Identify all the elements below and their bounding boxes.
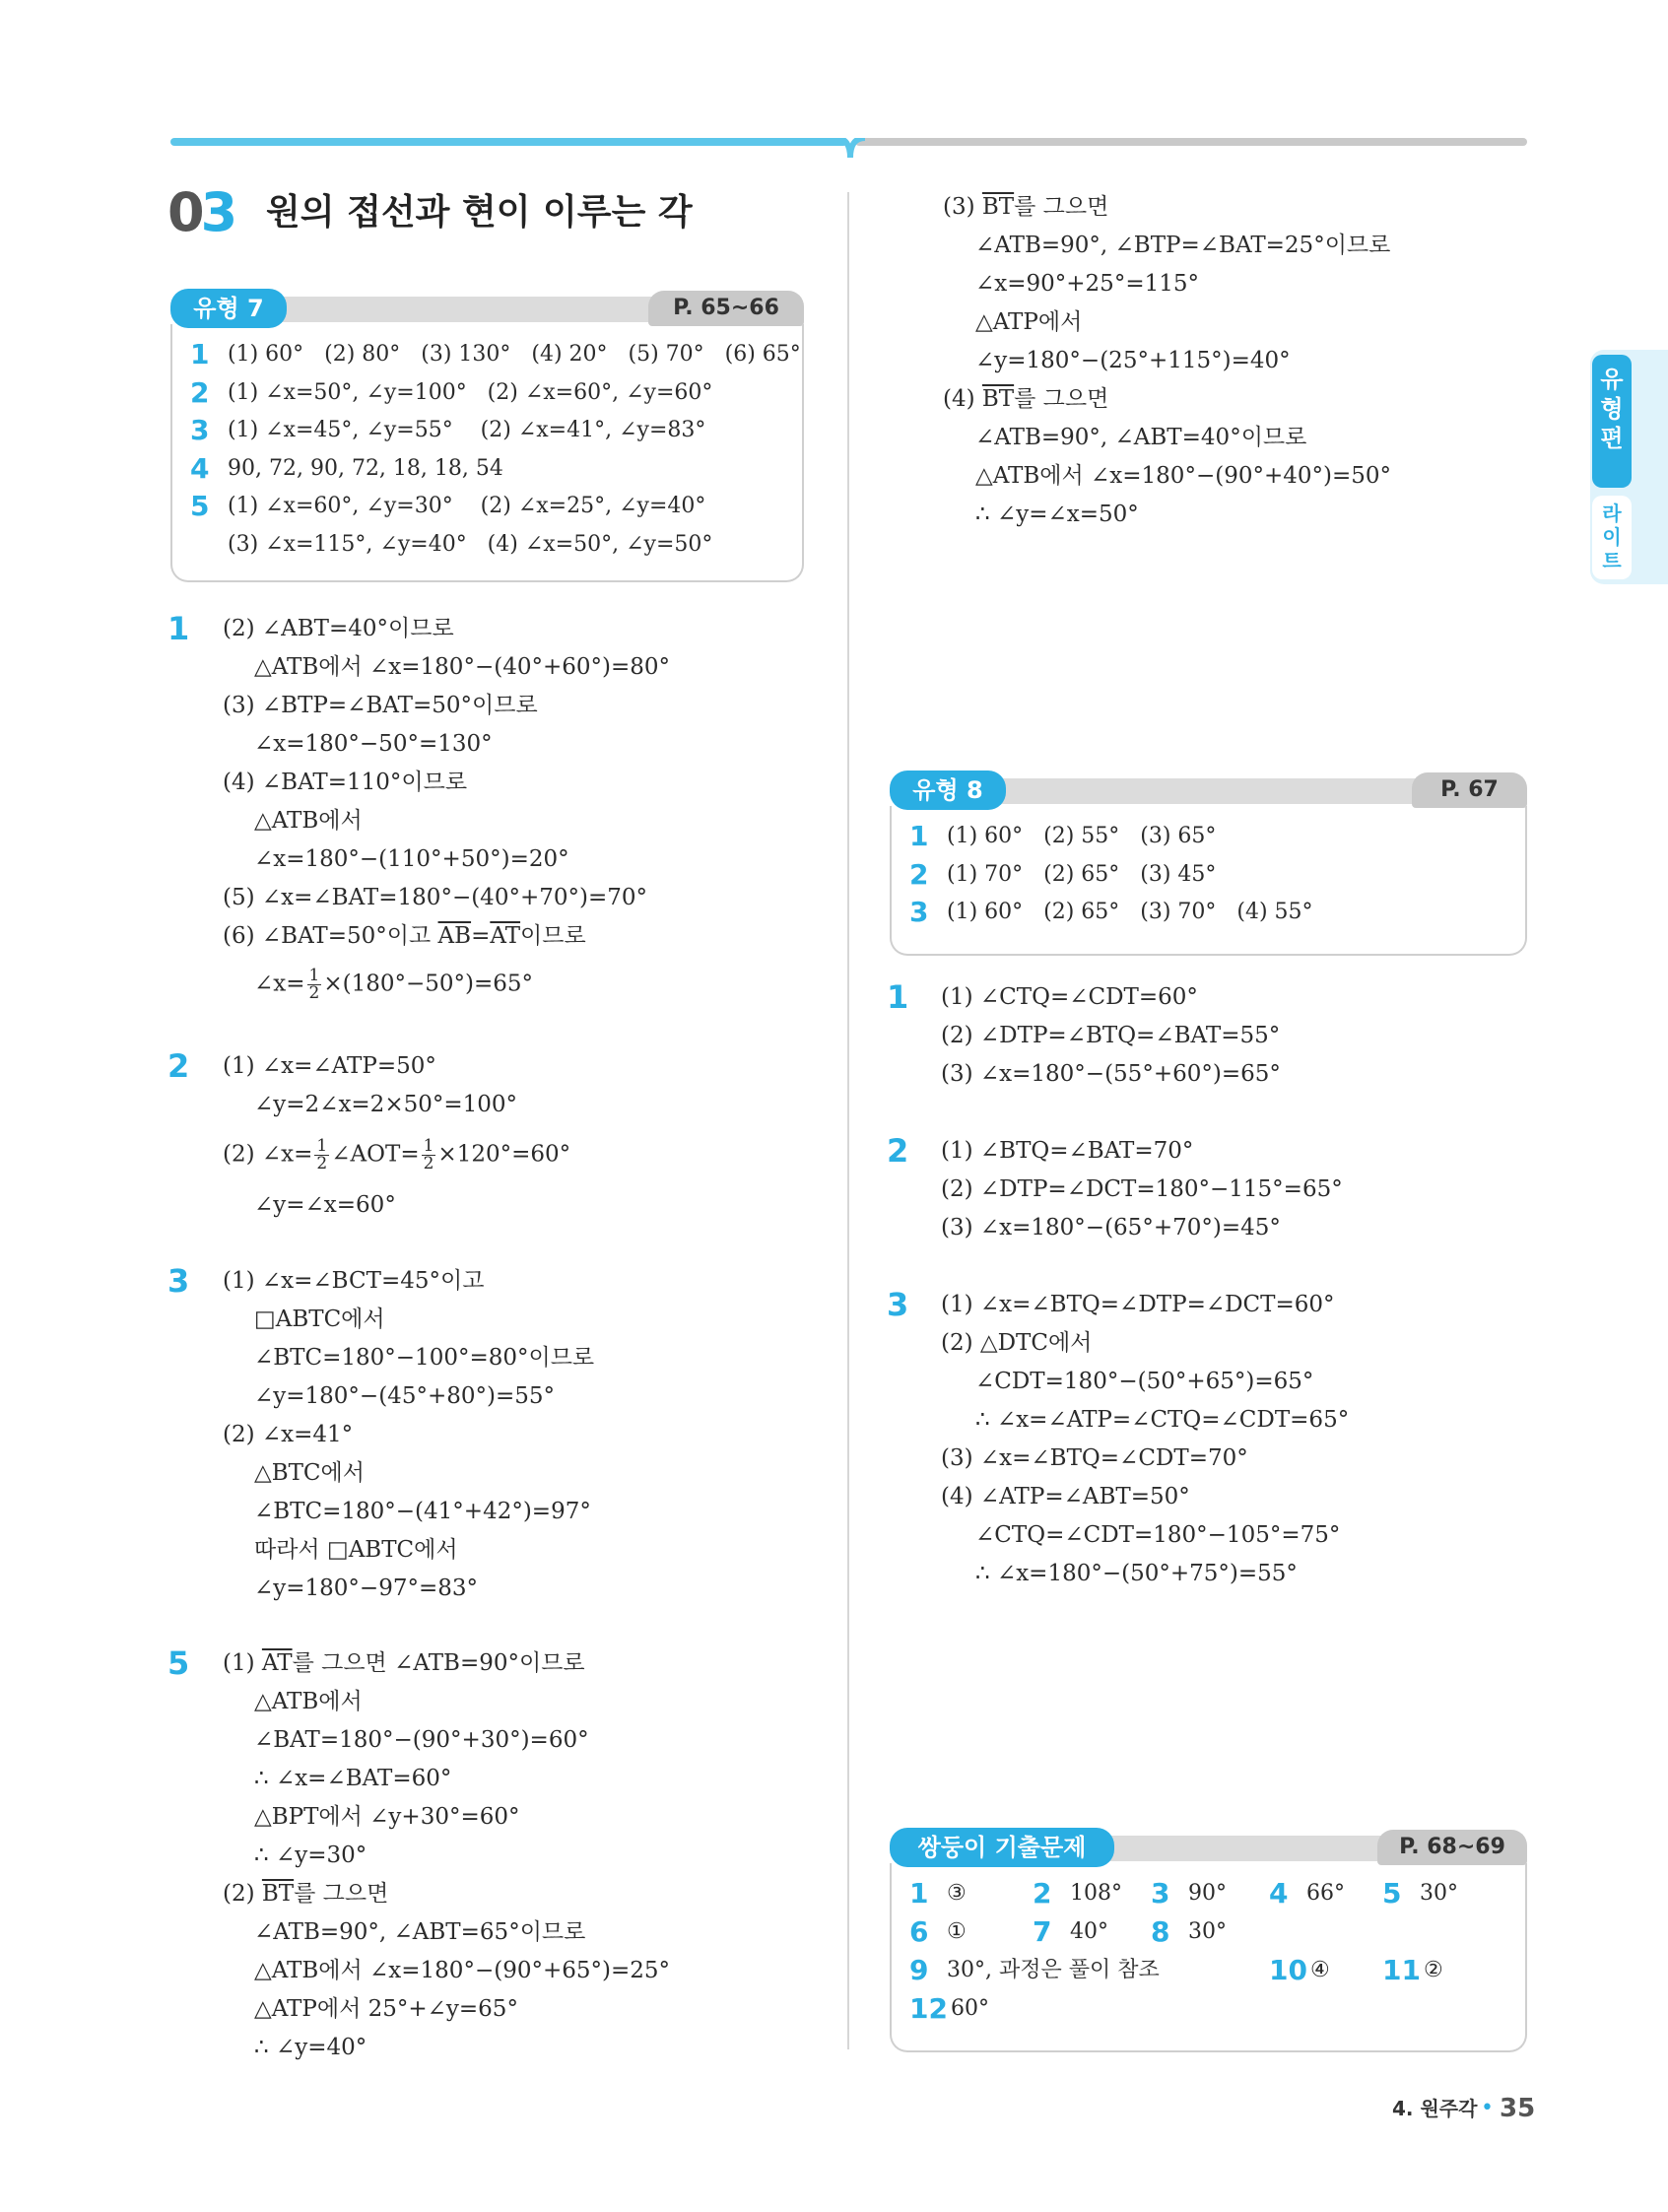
solution-line: ∠BTC=180°−(41°+42°)=97°: [254, 1499, 591, 1524]
twin-number: 3: [1151, 1877, 1170, 1910]
solution-line: (4) ∠BAT=110°이므로: [223, 770, 468, 795]
answer-box-type8: [890, 771, 1527, 958]
solution-line: ∠x=180°−(110°+50°)=20°: [254, 846, 569, 872]
solution-line: (1) ∠x=∠BCT=45°이고: [223, 1268, 485, 1294]
solution-line: (3) ∠x=180°−(65°+70°)=45°: [941, 1215, 1281, 1240]
solution-line: (5) ∠x=∠BAT=180°−(40°+70°)=70°: [223, 885, 648, 910]
twin-answer: ②: [1424, 1958, 1443, 1982]
row-number: 1: [190, 338, 210, 370]
solution-line: ∴ ∠y=30°: [254, 1843, 367, 1868]
twin-answer: ④: [1310, 1958, 1330, 1982]
top-gray-bar: [855, 138, 1527, 146]
problem-number: 5: [167, 1644, 190, 1682]
problem-number: 3: [887, 1286, 909, 1323]
solution-line: △BTC에서: [254, 1460, 365, 1486]
fraction: [307, 968, 322, 1002]
side-tab-label-bottom: 라 이 트: [1592, 496, 1632, 579]
solution-line: ∴ ∠x=180°−(50°+75°)=55°: [975, 1561, 1298, 1586]
fraction: [314, 1138, 329, 1173]
twin-number: 12: [909, 1992, 948, 2025]
twin-number: 11: [1382, 1954, 1421, 1986]
text-span: 를 그으면: [1014, 194, 1109, 220]
solution-line: △ATB에서 ∠x=180°−(40°+60°)=80°: [254, 654, 671, 680]
section-title: 원의 접선과 현이 이루는 각: [266, 192, 693, 233]
solution-line: △ATB에서: [254, 1689, 363, 1714]
row-answer: (1) 60° (2) 65° (3) 70° (4) 55°: [947, 900, 1313, 924]
twin-number: 8: [1151, 1915, 1170, 1948]
solution-line: (2) $\overline{BT}$를 그으면: [223, 1881, 389, 1907]
solution-line: ∠x=180°−50°=130°: [254, 731, 493, 757]
box-label: 유형 7: [170, 289, 287, 328]
problem-number: 3: [167, 1262, 190, 1300]
solution-line: (1) ∠CTQ=∠CDT=60°: [941, 984, 1198, 1010]
row-answer: (3) ∠x=115°, ∠y=40° (4) ∠x=50°, ∠y=50°: [228, 531, 713, 557]
arc-ab: $\overline{AB}$: [437, 923, 472, 949]
text-span: ×120°=60°: [437, 1141, 571, 1168]
solution-line: ∴ ∠y=40°: [254, 2035, 367, 2060]
column-divider: [847, 192, 849, 2049]
solution-line: (4) ∠ATP=∠ABT=50°: [941, 1484, 1190, 1509]
solution-line: △ATB에서 ∠x=180°−(90°+40°)=50°: [975, 463, 1392, 489]
twin-number: 2: [1033, 1877, 1052, 1910]
fraction-numerator: 1: [316, 1136, 328, 1156]
solution-line: ∠ATB=90°, ∠ABT=65°이므로: [254, 1919, 586, 1945]
text-span: 를 그으면: [1014, 386, 1109, 412]
box-pages: P. 65~66: [648, 291, 804, 326]
box-header-bar: [949, 778, 1441, 804]
solution-line: (2) ∠DTP=∠BTQ=∠BAT=55°: [941, 1023, 1281, 1048]
twin-number: 7: [1033, 1915, 1052, 1948]
solution-line: (4) $\overline{BT}$를 그으면: [943, 386, 1109, 412]
solution-line: ∠x=90°+25°=115°: [975, 271, 1199, 297]
top-bar-notch: [835, 138, 865, 168]
solution-line: △ATB에서 ∠x=180°−(90°+65°)=25°: [254, 1958, 671, 1983]
solution-line: (1) $\overline{AT}$를 그으면 ∠ATB=90°이므로: [223, 1650, 585, 1676]
solution-line: ∠ATB=90°, ∠BTP=∠BAT=25°이므로: [975, 233, 1391, 258]
twin-answer: ①: [947, 1919, 967, 1944]
solution-line: △ATP에서: [975, 309, 1083, 335]
box-pages: P. 67: [1412, 772, 1527, 808]
text-span: 를 그으면 ∠ATB=90°이므로: [292, 1650, 585, 1676]
row-answer: (1) 60° (2) 80° (3) 130° (4) 20° (5) 70° (6) 65°: [228, 342, 801, 367]
solution-line: ∴ ∠x=∠ATP=∠CTQ=∠CDT=65°: [975, 1407, 1350, 1433]
solution-line: (1) ∠x=∠ATP=50°: [223, 1053, 436, 1079]
twin-answer: 66°: [1306, 1881, 1345, 1906]
text-span: ×(180°−50°)=65°: [323, 971, 534, 997]
twin-number: 10: [1269, 1954, 1307, 1986]
solution-line: (2) ∠ABT=40°이므로: [223, 616, 454, 641]
row-answer: (1) 70° (2) 65° (3) 45°: [947, 861, 1217, 887]
row-answer: (1) ∠x=60°, ∠y=30° (2) ∠x=25°, ∠y=40°: [228, 494, 706, 518]
twin-number: 9: [909, 1954, 929, 1986]
twin-number: 4: [1269, 1877, 1289, 1910]
solution-line: ∠y=∠x=60°: [254, 1192, 396, 1218]
fraction-denominator: 2: [423, 1154, 434, 1173]
text-span: ∠AOT=: [331, 1141, 420, 1168]
solution-line: (2) ∠x= $\frac{1}{2}$ ∠AOT= $\frac{1}{2}$ ×120°=60°: [223, 1136, 571, 1173]
problem-number: 2: [887, 1132, 909, 1170]
solution-line: △BPT에서 ∠y+30°=60°: [254, 1804, 520, 1830]
solution-line: (1) ∠BTQ=∠BAT=70°: [941, 1138, 1194, 1164]
twin-answer: 30°: [1420, 1881, 1458, 1906]
segment-bt: $\overline{BT}$: [981, 386, 1015, 412]
answer-box-twin: [890, 1828, 1527, 2054]
problem-number: 2: [167, 1047, 190, 1085]
solution-line: △ATB에서: [254, 808, 363, 834]
answer-box-type7: [170, 289, 804, 584]
arc-at: $\overline{AT}$: [490, 923, 521, 949]
solution-line: ∠y=2∠x=2×50°=100°: [254, 1092, 518, 1117]
twin-number: 5: [1382, 1877, 1402, 1910]
text-span: 이므로: [520, 923, 586, 949]
row-number: 1: [909, 820, 929, 852]
page-number: 35: [1500, 2094, 1536, 2123]
row-number: 4: [190, 451, 210, 485]
solution-line: ∴ ∠y=∠x=50°: [975, 502, 1139, 527]
solution-line: (3) ∠x=180°−(55°+60°)=65°: [941, 1061, 1281, 1087]
solution-line: ∠CDT=180°−(50°+65°)=65°: [975, 1369, 1314, 1394]
twin-number: 6: [909, 1915, 929, 1948]
solution-line: (3) ∠BTP=∠BAT=50°이므로: [223, 693, 538, 718]
row-answer: (1) ∠x=50°, ∠y=100° (2) ∠x=60°, ∠y=60°: [228, 379, 713, 405]
solution-line: □ABTC에서: [254, 1307, 385, 1332]
twin-answer: 60°: [951, 1996, 989, 2021]
twin-answer: 30°, 과정은 풀이 참조: [947, 1958, 1160, 1982]
solution-line: △ATP에서 25°+∠y=65°: [254, 1996, 518, 2022]
row-answer: (1) 60° (2) 55° (3) 65°: [947, 824, 1217, 848]
solution-line: ∠y=180°−(45°+80°)=55°: [254, 1383, 555, 1409]
solution-line: (3) ∠x=∠BTQ=∠CDT=70°: [941, 1445, 1248, 1471]
solution-line: (6) ∠BAT=50°이고 $\overline{AB}=\overline{AT}$이므로: [223, 923, 586, 949]
solution-line: ∠ATB=90°, ∠ABT=40°이므로: [975, 425, 1307, 450]
row-number: 2: [190, 375, 210, 409]
top-accent-bar: [170, 138, 847, 146]
text-span: =: [471, 923, 491, 949]
solution-line: (2) ∠x=41°: [223, 1422, 354, 1447]
row-number: 3: [190, 414, 210, 446]
row-number: 3: [909, 896, 929, 928]
problem-number: 1: [887, 978, 909, 1016]
twin-answer: 108°: [1070, 1881, 1122, 1906]
solution-line: (3) $\overline{BT}$를 그으면: [943, 194, 1109, 220]
solution-line: ∠BTC=180°−100°=80°이므로: [254, 1345, 595, 1371]
twin-answer: 30°: [1188, 1919, 1227, 1944]
solution-line: (2) ∠DTP=∠DCT=180°−115°=65°: [941, 1176, 1343, 1202]
box-label: 쌍둥이 기출문제: [890, 1828, 1114, 1867]
footer-chapter: 4. 원주각: [1392, 2097, 1478, 2120]
footer-bullet: •: [1481, 2096, 1494, 2120]
fraction-numerator: 1: [308, 966, 320, 985]
fraction-denominator: 2: [316, 1154, 328, 1173]
solution-line: ∴ ∠x=∠BAT=60°: [254, 1766, 452, 1791]
row-answer: 90, 72, 90, 72, 18, 18, 54: [228, 455, 503, 481]
section-number: 03: [167, 181, 234, 243]
solution-line: ∠y=180°−97°=83°: [254, 1575, 479, 1601]
box-header-bar: [230, 297, 702, 322]
fraction: [422, 1138, 436, 1173]
problem-number: 1: [167, 610, 190, 647]
box-label: 유형 8: [890, 771, 1006, 810]
solution-line: 따라서 □ABTC에서: [254, 1537, 458, 1563]
twin-answer: 90°: [1188, 1881, 1227, 1906]
solution-line: ∠CTQ=∠CDT=180°−105°=75°: [975, 1522, 1341, 1548]
solution-line: ∠BAT=180°−(90°+30°)=60°: [254, 1727, 589, 1753]
solution-line: (1) ∠x=∠BTQ=∠DTP=∠DCT=60°: [941, 1292, 1335, 1317]
fraction-denominator: 2: [308, 983, 320, 1003]
box-pages: P. 68~69: [1377, 1830, 1527, 1865]
twin-answer: ③: [947, 1881, 967, 1906]
twin-answer: 40°: [1070, 1919, 1108, 1944]
segment-bt: $\overline{BT}$: [981, 194, 1015, 220]
segment-at: $\overline{AT}$: [261, 1650, 293, 1676]
twin-number: 1: [909, 1877, 929, 1910]
segment-bt: $\overline{BT}$: [261, 1881, 295, 1907]
row-answer: (1) ∠x=45°, ∠y=55° (2) ∠x=41°, ∠y=83°: [228, 418, 706, 442]
solution-line: ∠y=180°−(25°+115°)=40°: [975, 348, 1291, 373]
fraction-numerator: 1: [423, 1136, 434, 1156]
solution-line: ∠x= $\frac{1}{2}$ ×(180°−50°)=65°: [254, 966, 534, 1003]
solution-line: (2) △DTC에서: [941, 1330, 1093, 1356]
row-number: 2: [909, 857, 929, 891]
text-span: 를 그으면: [294, 1881, 389, 1907]
side-tab-label-top: 유 형 편: [1592, 355, 1632, 488]
row-number: 5: [190, 490, 210, 522]
